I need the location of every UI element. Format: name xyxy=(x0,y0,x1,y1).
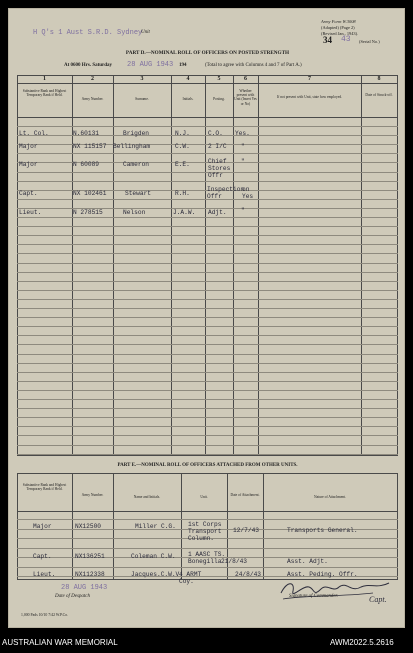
row-4-present: on Yes xyxy=(242,186,254,200)
ruled-line xyxy=(17,281,398,282)
col-num-3: 3 xyxy=(140,76,144,82)
ruled-line xyxy=(17,326,398,327)
ruled-line xyxy=(17,317,398,318)
ruled-line xyxy=(17,390,398,391)
row-2-surname: Bellingham xyxy=(113,143,151,150)
ruled-line xyxy=(17,308,398,309)
e-row-1-unit: 1st Corps Transport Column. xyxy=(188,521,222,542)
row-4-initials: R.H. xyxy=(175,190,190,197)
form-adopted: (Adapted) (Page 2) xyxy=(321,25,355,30)
row-4-surname: Stewart xyxy=(125,190,151,197)
row-4-rank: Capt. xyxy=(19,190,38,197)
ruled-line xyxy=(17,363,398,364)
despatch-label: Date of Despatch xyxy=(55,594,90,599)
row-1-rank: Lt. Col. xyxy=(19,130,49,137)
ruled-line xyxy=(17,567,398,568)
row-2-posting: 2 I/C xyxy=(208,143,227,150)
ruled-line xyxy=(17,445,398,446)
serial-label: (Serial No.) xyxy=(359,39,380,44)
ruled-line xyxy=(17,253,398,254)
e-col-header-date: Date of Attachment. xyxy=(230,493,260,497)
row-2-number: NX 115157 xyxy=(73,143,107,150)
col-header-present: Whether present with Unit (Insert Yes or No) xyxy=(234,89,257,106)
caption-right: AWM2022.5.2616 xyxy=(330,638,394,647)
caption-bar xyxy=(0,633,413,653)
e-row-1-nature: Transports General. xyxy=(287,527,358,534)
col-header-rank: Substantive Rank and Highest Temporary Rank if Held. xyxy=(22,89,67,98)
col-num-1: 1 xyxy=(43,76,46,82)
row-1-initials: N.J. xyxy=(175,130,190,137)
e-row-3-rank: Lieut. xyxy=(33,571,56,578)
row-1-posting: C.O. xyxy=(208,130,223,137)
row-5-posting: Adjt. xyxy=(208,209,227,216)
row-3-present: " xyxy=(241,158,245,165)
row-1-present: Yes. xyxy=(235,130,250,137)
year-suffix: 194 xyxy=(179,63,187,68)
e-row-3-name: Jacques.C.W.V. xyxy=(131,571,183,578)
col-header-initials: Initials. xyxy=(182,97,194,101)
e-row-2-date: 21/8/43 xyxy=(221,558,247,565)
ruled-line xyxy=(17,548,398,549)
row-4-posting: Inspection Offr xyxy=(207,186,245,200)
e-row-2-number: NX136251 xyxy=(75,553,105,560)
total-note: (Total to agree with Columns 4 and 7 of Part A.) xyxy=(205,63,302,68)
at-time: At 0600 Hrs. Saturday xyxy=(64,63,113,68)
e-row-1-number: NX12500 xyxy=(75,523,101,530)
col-num-4: 4 xyxy=(186,76,190,82)
e-row-2-rank: Capt. xyxy=(33,553,52,560)
ruled-line xyxy=(17,417,398,418)
row-1-number: N.60131 xyxy=(73,130,99,137)
row-2-present: " xyxy=(241,143,245,150)
ruled-line xyxy=(17,226,398,227)
despatch-stamp: 28 AUG 1943 xyxy=(61,584,108,592)
printer-note: 1,000 Pads 10/10 7/42 W.P.Co. xyxy=(21,613,69,617)
ruled-line xyxy=(17,263,398,264)
e-row-1-rank: Major xyxy=(33,523,52,530)
row-3-posting: Chief Stores Offr xyxy=(208,158,231,179)
col-num-5: 5 xyxy=(217,76,221,82)
ruled-line xyxy=(17,399,398,400)
ruled-line xyxy=(17,272,398,273)
ruled-line xyxy=(17,290,398,291)
signature-label: Signature of Commander. xyxy=(289,594,338,599)
ruled-line xyxy=(17,153,398,154)
part-e-title: PART E.—NOMINAL ROLL OF OFFICERS ATTACHED FROM OTHER UNITS. xyxy=(117,463,298,468)
e-row-3-date: 24/8/43 xyxy=(235,571,261,578)
form-sheet xyxy=(8,8,405,628)
ruled-line xyxy=(17,454,398,455)
serial-no: 34 xyxy=(323,35,332,45)
row-3-rank: Major xyxy=(19,161,38,168)
row-5-surname: Nelson xyxy=(123,209,146,216)
ruled-line xyxy=(17,408,398,409)
row-2-initials: C.W. xyxy=(175,143,190,150)
ruled-line xyxy=(17,217,398,218)
e-col-header-rank: Substantive Rank and Highest Temporary Rank if Held. xyxy=(22,483,67,492)
serial-sub: 43 xyxy=(341,35,351,44)
ruled-line xyxy=(17,344,398,345)
ruled-line xyxy=(17,426,398,427)
row-1-surname: Brigden xyxy=(123,130,149,137)
ruled-line xyxy=(17,244,398,245)
form-ref: Army Form W.3008 xyxy=(321,19,356,24)
col-header-number: Army Number. xyxy=(81,97,104,101)
col-header-surname: Surname. xyxy=(135,97,149,101)
date-stamp: 28 AUG 1943 xyxy=(127,61,174,69)
row-5-number: N 278515 xyxy=(73,209,103,216)
part-d-title: PART D.—NOMINAL ROLL OF OFFICERS ON POSTED STRENGTH xyxy=(125,50,290,56)
col-header-struck-off: Date of Struck-off. xyxy=(365,93,393,97)
e-col-header-unit: Unit. xyxy=(200,495,208,499)
unit-typed: H Q's 1 Aust S.R.D. Sydney xyxy=(33,29,143,37)
ruled-line xyxy=(17,235,398,236)
ruled-line xyxy=(17,335,398,336)
ruled-line xyxy=(17,354,398,355)
col-header-posting: Posting. xyxy=(213,97,225,101)
ruled-line xyxy=(17,299,398,300)
e-col-header-name: Name and Initials. xyxy=(133,495,161,499)
e-row-2-unit: 1 AASC TS. Bonegilla xyxy=(188,551,226,565)
ruled-line xyxy=(17,372,398,373)
ruled-line xyxy=(17,181,398,182)
e-row-1-name: Miller C.G. xyxy=(135,523,176,530)
e-col-header-number: Army Number. xyxy=(81,493,104,497)
col-num-2: 2 xyxy=(91,76,94,82)
e-row-3-number: NX112338 xyxy=(75,571,105,578)
row-3-initials: E.E. xyxy=(175,161,190,168)
form-revised: (Revised Jan., 1943). xyxy=(321,31,359,36)
row-3-surname: Cameron xyxy=(123,161,149,168)
row-5-rank: Lieut. xyxy=(19,209,42,216)
ruled-line xyxy=(17,381,398,382)
e-row-3-nature: Asst. Peding. Offr. xyxy=(287,571,358,578)
unit-label: Unit xyxy=(141,30,150,35)
ruled-line xyxy=(17,435,398,436)
signature-script: Capt. xyxy=(369,595,387,604)
col-num-7: 7 xyxy=(308,76,311,82)
caption-left: AUSTRALIAN WAR MEMORIAL xyxy=(2,638,118,647)
e-col-header-nature: Nature of Attachment. xyxy=(313,495,347,499)
row-4-number: NX 102461 xyxy=(73,190,107,197)
e-row-1-date: 12/7/43 xyxy=(233,527,259,534)
ruled-line xyxy=(17,126,398,127)
row-3-number: N 60089 xyxy=(73,161,99,168)
col-header-employed: If not present with Unit, state how employed. xyxy=(276,95,343,99)
e-row-2-name: Coleman C.W. xyxy=(131,553,176,560)
e-row-2-nature: Asst. Adjt. xyxy=(287,558,328,565)
col-num-6: 6 xyxy=(244,76,247,82)
row-2-rank: Major xyxy=(19,143,38,150)
row-5-present: " xyxy=(241,207,245,214)
col-num-8: 8 xyxy=(377,76,381,82)
e-row-3-unit: 4 ARMT Coy. xyxy=(179,571,202,585)
ruled-line xyxy=(17,519,398,520)
row-5-initials: J.A.W. xyxy=(173,209,196,216)
